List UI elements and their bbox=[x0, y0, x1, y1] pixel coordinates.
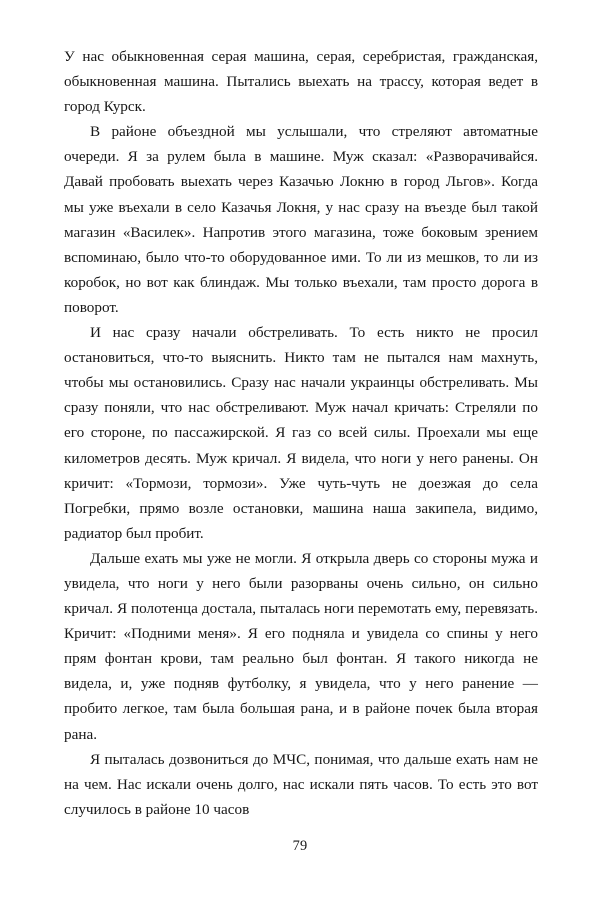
page-number: 79 bbox=[292, 838, 308, 854]
page-text-block bbox=[64, 44, 538, 822]
paragraph: Я пыталась дозвониться до МЧС, понимая, что дальше ехать нам не на чем. Нас искали очень долго, нас искали пять часов. То есть это вот случилось в районе 10 часов bbox=[64, 750, 538, 818]
paragraph: У нас обыкновенная серая машина, серая, серебристая, гражданская, обыкновенная машина. Пытались выехать на трассу, которая ведет в город Курск. bbox=[64, 48, 538, 116]
paragraph: И нас сразу начали обстреливать. То есть никто не просил остановиться, что-то выяснить. Никто там не пытался нам махнуть, чтобы мы остановились. Сразу нас начали украинцы обстреливать. Мы сразу поняли, что нас обстреливают. Муж начал кричать: Стреляли по его стороне, по пассажирской. Я газ со всей силы. Проехали мы еще километров десять. Муж кричал. Я видела, что ноги у него ранены. Он кричит: «Тормози, тормози». Уже чуть-чуть не доезжая до села Погребки, прямо возле остановки, машина наша закипела, видимо, радиатор был пробит. bbox=[64, 324, 538, 542]
paragraph: Дальше ехать мы уже не могли. Я открыла дверь со стороны мужа и увидела, что ноги у него были разорваны очень сильно, он сильно кричал. Я полотенца достала, пыталась ноги перемотать ему, перевязать. Кричит: «Подними меня». Я его подняла и увидела со спины у него прям фонтан крови, там реально был фонтан. Я такого никогда не видела, и, уже подняв футболку, я увидела, что у него ранение — пробито легкое, там была большая рана, и в районе почек была вторая рана. bbox=[64, 549, 538, 743]
paragraph: В районе объездной мы услышали, что стреляют автоматные очереди. Я за рулем была в машине. Муж сказал: «Разворачивайся. Давай пробовать выехать через Казачью Локню в город Льгов». Когда мы уже въехали в село Казачья Локня, у нас сразу на въезде был такой магазин «Василек». Напротив этого магазина, тоже боковым зрением вспоминаю, было что-то оборудованное ими. То ли из мешков, то ли из коробок, но вот как блиндаж. Мы только въехали, там просто дорога в поворот. bbox=[64, 123, 538, 316]
